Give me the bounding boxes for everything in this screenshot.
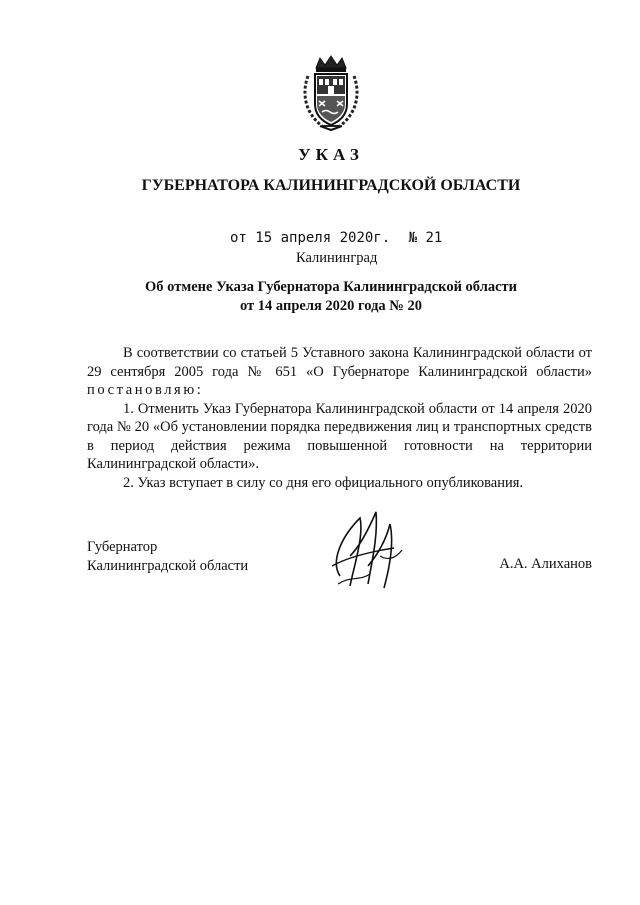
- issuer-title: ГУБЕРНАТОРА КАЛИНИНГРАДСКОЙ ОБЛАСТИ: [141, 177, 521, 194]
- date-year-suffix: г.: [373, 230, 391, 246]
- item-2-paragraph: 2. Указ вступает в силу со дня его официального опубликования.: [123, 474, 524, 491]
- subject-line-2: от 14 апреля 2020 года № 20: [239, 298, 423, 314]
- position-line-1: Губернатор: [87, 539, 158, 555]
- signatory-name: А.А. Алиханов: [499, 556, 592, 572]
- kaliningrad-coat-of-arms-icon: [300, 54, 362, 132]
- date-day: 15: [255, 230, 273, 246]
- decree-word: постановляю:: [87, 382, 204, 398]
- decree-date-number: [230, 230, 442, 246]
- preamble-paragraph: [87, 344, 592, 400]
- document-type-title: УКАЗ: [298, 145, 364, 164]
- decree-subject: [0, 278, 640, 316]
- signatory-position: [87, 538, 248, 575]
- subject-line-1: Об отмене Указа Губернатора Калининградской области: [145, 279, 517, 295]
- date-month-year: апреля 2020: [280, 230, 374, 246]
- date-prefix: от: [230, 230, 247, 246]
- number-sign: №: [408, 230, 418, 246]
- decree-body: [87, 344, 592, 492]
- position-line-2: Калининградской области: [87, 557, 249, 574]
- item-1-paragraph: 1. Отменить Указ Губернатора Калининградской области от 14 апреля 2020 года № 20 «Об установлении порядка передвижения лиц и транспортных средств в период действия режима повышенной готовности на территории Калининградской области».: [87, 400, 592, 472]
- handwritten-signature-icon: [320, 506, 410, 596]
- decree-number: 21: [425, 230, 443, 246]
- city-name: Калининград: [296, 250, 378, 266]
- preamble-text: В соответствии со статьей 5 Уставного закона Калининградской области от 29 сентября 2005 года № 651 «О Губернаторе Калининградской области»: [87, 345, 592, 380]
